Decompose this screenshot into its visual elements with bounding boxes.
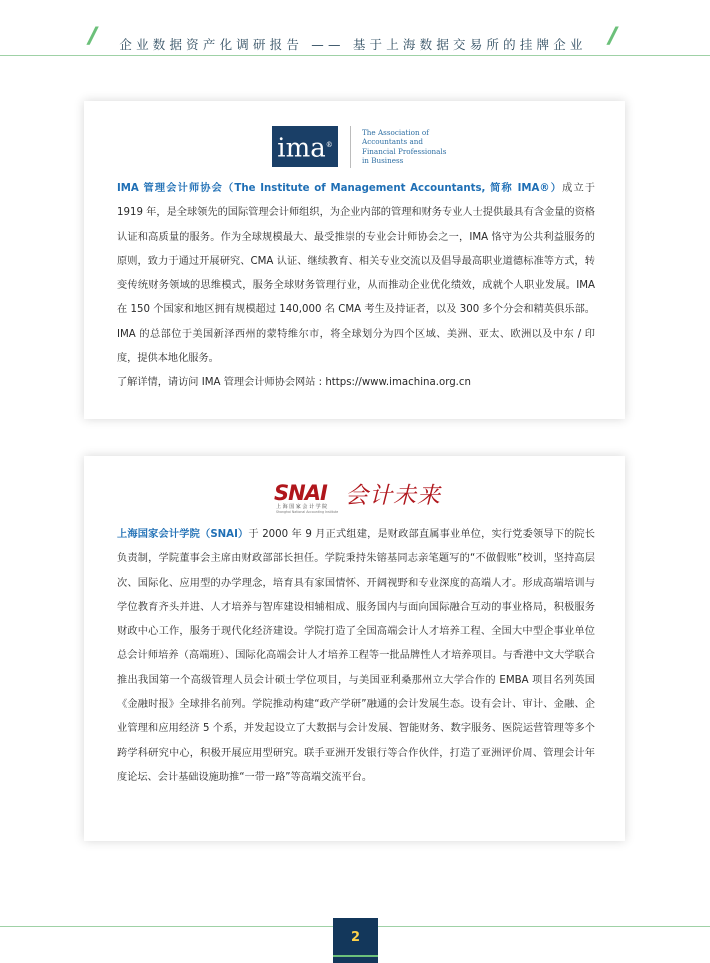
ima-logo-divider [350,126,351,168]
header-slash-right-decoration: // [608,24,611,49]
page-number-accent [333,955,378,957]
snai-logo-text: SNAI [274,481,327,505]
snai-slogan: 会计未来 [345,483,441,509]
ima-website-note: 了解详情，请访问 IMA 管理会计师协会网站 : https://www.imachina.org.cn [117,377,471,389]
snai-description [117,523,595,790]
page-number: 2 [350,930,361,945]
snai-logo [274,481,341,514]
ima-tagline-line: in Business [362,155,404,165]
snai-body: 于 2000 年 9 月正式组建，是财政部直属事业单位，实行党委领导下的院长负责制，学院董事会主席由财政部部长担任。学院秉持朱镕基同志亲笔题写的“不做假账”校训，坚持高层次、国际化、应用型的办学理念，培育具有家国情怀、开阔视野和专业深度的高端人才。形成高端培训与学位教育齐头并进、人才培养与智库建设相辅相成、服务国内与面向国际融合互动的事业格局，积极服务财政中心工作，服务于现代化经济建设。学院打造了全国高端会计人才培养工程、全国大中型企事业单位总会计师培养（高端班）、国际化高端会计人才培养工程等一批品牌性人才培养项目。与香港中文大学联合推出我国第一个高级管理人员会计硕士学位项目，与美国亚利桑那州立大学合作的 EMBA 项目名列英国《金融时报》全球排名前列。学院推动构建“政产学研”融通的会计发展生态。设有会计、审计、金融、企业管理和应用经济 5 个系，并发起设立了大数据与会计发展、智能财务、数字服务、医院运营管理等多个跨学科研究中心，积极开展应用型研究。联手亚洲开发银行等合作伙伴，打造了亚洲评价周、管理会计年度论坛、会计基础设施助推“一带一路”等高端交流平台。 [117,529,595,783]
header-divider [0,55,710,56]
page-header [0,0,710,60]
ima-tagline [362,128,446,165]
ima-body: 成立于 1919 年，是全球领先的国际管理会计师组织，为企业内部的管理和财务专业人士提供最具有含金量的资格认证和高质量的服务。作为全球规模最大、最受推崇的专业会计师协会之一，IMA 恪守为公共利益服务的原则，致力于通过开展研究、CMA 认证、继续教育、相关专业交流以及倡导最高职业道德标准等方式，转变传统财务领域的思维模式，服务全球财务管理行业，从而推动企业优化绩效，成就个人职业发展。IMA 在 150 个国家和地区拥有规模超过 140,000 名 CMA 考生及持证者，以及 300 多个分会和精英俱乐部。IMA 的总部位于美国新泽西州的蒙特维尔市，将全球划分为四个区域、美洲、亚太、欧洲以及中东 / 印度，提供本地化服务。 [117,183,595,365]
ima-name: IMA 管理会计师协会（The Institute of Management Accountants, 简称 IMA®） [117,183,563,194]
snai-logo-subtitle: 上海国家会计学院 [276,504,329,510]
ima-tagline-line: The Association of [362,128,429,137]
snai-card [84,456,625,841]
ima-tagline-line: Accountants and [362,137,424,147]
header-slash-left-decoration: // [88,24,91,49]
snai-name: 上海国家会计学院（SNAI） [117,529,249,540]
ima-tagline-line: Financial Professionals [362,146,447,156]
header-title: 企业数据资产化调研报告 —— 基于上海数据交易所的挂牌企业 [119,37,587,52]
page-number-badge [333,918,378,963]
ima-description [117,177,595,396]
snai-logo-subtitle-en: Shanghai National Accounting Institute [276,510,339,514]
ima-logo-text: ima [277,133,326,164]
ima-logo-mark: ® [325,141,333,149]
ima-logo [272,126,338,167]
ima-card [84,101,625,419]
